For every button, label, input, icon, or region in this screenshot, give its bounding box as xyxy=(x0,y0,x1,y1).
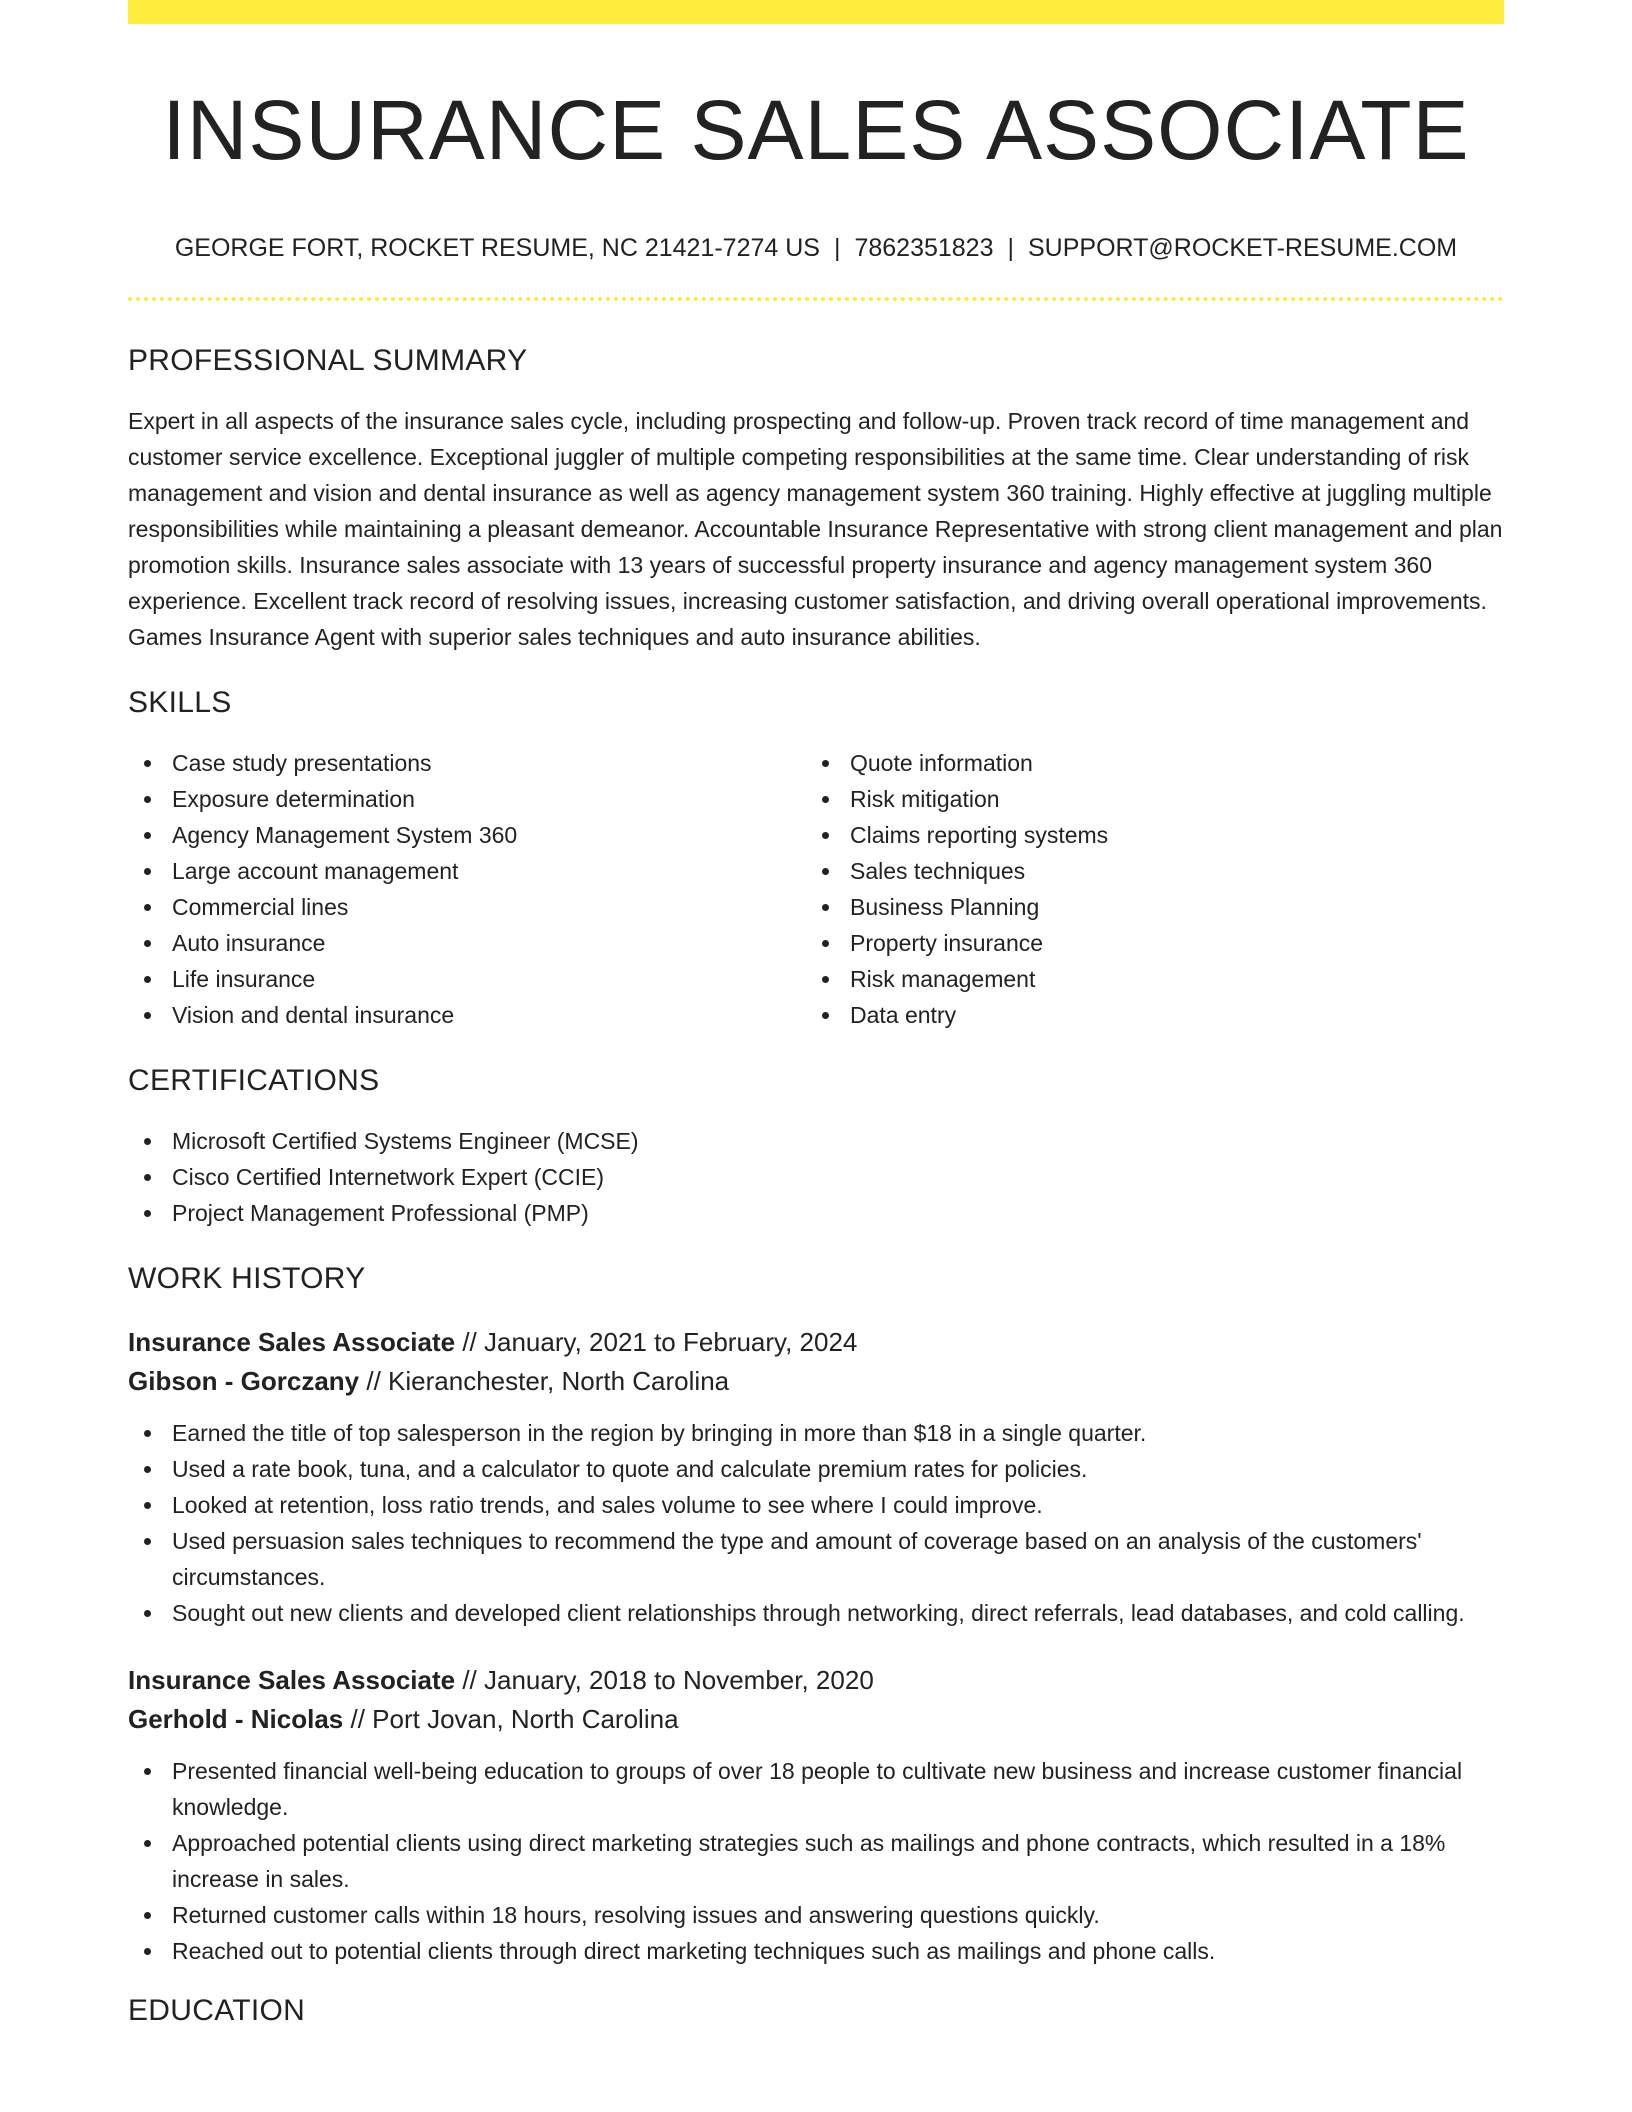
job-dates: // January, 2021 to February, 2024 xyxy=(455,1327,858,1357)
contact-email: SUPPORT@ROCKET-RESUME.COM xyxy=(1028,234,1458,262)
job-company-line xyxy=(128,1362,1504,1401)
skill-item: Auto insurance xyxy=(128,925,806,961)
summary-heading: PROFESSIONAL SUMMARY xyxy=(128,344,528,377)
job-company: Gerhold - Nicolas xyxy=(128,1704,344,1734)
certifications-heading: CERTIFICATIONS xyxy=(128,1064,380,1097)
skills-column-left xyxy=(128,745,806,1033)
job-title-line xyxy=(128,1323,1504,1362)
accent-top-bar xyxy=(128,0,1504,24)
job-title: Insurance Sales Associate xyxy=(128,1327,456,1357)
contact-line xyxy=(128,232,1504,264)
skill-item: Commercial lines xyxy=(128,889,806,925)
skill-item: Risk mitigation xyxy=(806,781,1484,817)
job-dates: // January, 2018 to November, 2020 xyxy=(455,1665,874,1695)
job-bullet: Reached out to potential clients through direct marketing techniques such as mailings and phone calls. xyxy=(128,1933,1504,1969)
skill-item: Claims reporting systems xyxy=(806,817,1484,853)
job-bullet: Approached potential clients using direct marketing strategies such as mailings and phone contracts, which resulted in a 18% increase in sales. xyxy=(128,1825,1504,1897)
certification-item: Microsoft Certified Systems Engineer (MCSE) xyxy=(128,1123,1504,1159)
contact-separator: | xyxy=(833,234,841,262)
skill-item: Business Planning xyxy=(806,889,1484,925)
job-bullet: Used a rate book, tuna, and a calculator to quote and calculate premium rates for policies. xyxy=(128,1451,1504,1487)
skill-item: Life insurance xyxy=(128,961,806,997)
job-bullets xyxy=(128,1415,1504,1631)
skills-column-right xyxy=(806,745,1484,1033)
dotted-divider xyxy=(128,297,1504,301)
education-heading: EDUCATION xyxy=(128,1994,306,2027)
resume-title: INSURANCE SALES ASSOCIATE xyxy=(162,83,1470,177)
job-entry xyxy=(128,1323,1504,1631)
contact-separator: | xyxy=(1007,234,1014,262)
skill-item: Case study presentations xyxy=(128,745,806,781)
skills-grid xyxy=(128,745,1504,1033)
job-location: // Kieranchester, North Carolina xyxy=(359,1366,730,1396)
work-history-heading: WORK HISTORY xyxy=(128,1262,366,1295)
skill-item: Exposure determination xyxy=(128,781,806,817)
job-bullet: Earned the title of top salesperson in the region by bringing in more than $18 in a single quarter. xyxy=(128,1415,1504,1451)
skill-item: Large account management xyxy=(128,853,806,889)
certification-item: Cisco Certified Internetwork Expert (CCIE) xyxy=(128,1159,1504,1195)
certification-item: Project Management Professional (PMP) xyxy=(128,1195,1504,1231)
job-bullet: Used persuasion sales techniques to recommend the type and amount of coverage based on an analysis of the customers' circumstances. xyxy=(128,1523,1504,1595)
job-bullet: Returned customer calls within 18 hours, resolving issues and answering questions quickly. xyxy=(128,1897,1504,1933)
contact-address: GEORGE FORT, ROCKET RESUME, NC 21421-7274 US xyxy=(174,234,820,262)
job-company-line xyxy=(128,1700,1504,1739)
skills-heading: SKILLS xyxy=(128,686,232,719)
job-company: Gibson - Gorczany xyxy=(128,1366,360,1396)
skill-item: Sales techniques xyxy=(806,853,1484,889)
job-title-line xyxy=(128,1661,1504,1700)
skill-item: Property insurance xyxy=(806,925,1484,961)
job-location: // Port Jovan, North Carolina xyxy=(343,1704,679,1734)
resume-page xyxy=(128,0,1504,2029)
job-bullets xyxy=(128,1753,1504,1969)
skill-item: Quote information xyxy=(806,745,1484,781)
job-bullet: Presented financial well-being education to groups of over 18 people to cultivate new business and increase customer financial knowledge. xyxy=(128,1753,1504,1825)
job-title: Insurance Sales Associate xyxy=(128,1665,456,1695)
certifications-list xyxy=(128,1123,1504,1231)
job-bullet: Sought out new clients and developed client relationships through networking, direct referrals, lead databases, and cold calling. xyxy=(128,1595,1504,1631)
contact-phone: 7862351823 xyxy=(854,234,994,262)
skill-item: Vision and dental insurance xyxy=(128,997,806,1033)
skill-item: Risk management xyxy=(806,961,1484,997)
skill-item: Agency Management System 360 xyxy=(128,817,806,853)
summary-text: Expert in all aspects of the insurance sales cycle, including prospecting and follow-up. Proven track record of time management and customer service excellence. Exceptional juggler of multiple competing responsibilities at the same time. Clear understanding of risk management and vision and dental insurance as well as agency management system 360 training. Highly effective at juggling multiple responsibilities while maintaining a pleasant demeanor. Accountable Insurance Representative with strong client management and plan promotion skills. Insurance sales associate with 13 years of successful property insurance and agency management system 360 experience. Excellent track record of resolving issues, increasing customer satisfaction, and driving overall operational improvements. Games Insurance Agent with superior sales techniques and auto insurance abilities. xyxy=(128,408,1503,650)
job-bullet: Looked at retention, loss ratio trends, and sales volume to see where I could improve. xyxy=(128,1487,1504,1523)
skill-item: Data entry xyxy=(806,997,1484,1033)
job-entry xyxy=(128,1661,1504,1969)
